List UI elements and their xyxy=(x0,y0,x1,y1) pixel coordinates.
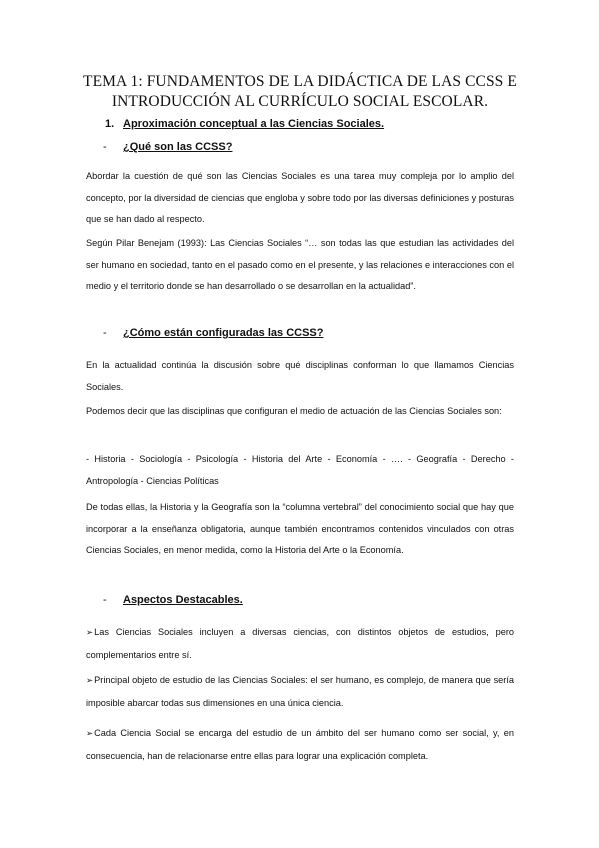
arrow-bullet-icon: ➢ xyxy=(86,729,94,739)
paragraph-discussion: En la actualidad continúa la discusión sobre qué disciplinas conforman lo que llamamos Ciencias Sociales. xyxy=(86,360,514,392)
bullet-item-1 xyxy=(86,622,514,666)
section-heading xyxy=(105,118,384,130)
bullet-text: Las Ciencias Sociales incluyen a diversas ciencias, con distintos objetos de estudios, pero complementarios entre sí. xyxy=(86,627,514,660)
subsection-heading-1 xyxy=(103,141,232,153)
document-title-line-1: TEMA 1: FUNDAMENTOS DE LA DIDÁCTICA DE LAS CCSS E xyxy=(83,73,517,90)
arrow-bullet-icon: ➢ xyxy=(86,676,94,686)
section-number: 1. xyxy=(105,118,115,130)
subsection-dash: - xyxy=(103,327,107,339)
subsection-label: ¿Qué son las CCSS? xyxy=(123,141,233,153)
subsection-dash: - xyxy=(103,141,107,153)
bullet-item-3 xyxy=(86,723,514,767)
bullet-text: Cada Ciencia Social se encarga del estudio de un ámbito del ser humano como ser social, y, en consecuencia, han de relacionarse entre ellas para lograr una explicación completa. xyxy=(86,728,514,761)
paragraph-history-geography: De todas ellas, la Historia y la Geografía son la “columna vertebral” del conocimiento social que hay que incorporar a la enseñanza obligatoria, aunque también encontramos contenidos vinculados con otras Ciencias Sociales, en menor medida, como la Historia del Arte o la Economía. xyxy=(86,502,514,555)
document-title-line-2: INTRODUCCIÓN AL CURRÍCULO SOCIAL ESCOLAR. xyxy=(111,93,489,110)
subsection-label: ¿Cómo están configuradas las CCSS? xyxy=(123,327,324,339)
paragraph-benejam-quote: Según Pilar Benejam (1993): Las Ciencias Sociales “… son todas las que estudian las actividades del ser humano en sociedad, tanto en el pasado como en el presente, y las relaciones e interacciones con el medio y el territorio donde se han desarrollado o se desarrollan en la actualidad”. xyxy=(86,238,514,291)
subsection-heading-2 xyxy=(103,327,323,339)
paragraph-definition-intro: Abordar la cuestión de qué son las Ciencias Sociales es una tarea muy compleja por lo amplio del concepto, por la diversidad de ciencias que engloba y sobre todo por las diversas definiciones y posturas que se han dado al respecto. xyxy=(86,171,514,224)
subsection-dash: - xyxy=(103,594,107,606)
subsection-heading-3 xyxy=(103,594,243,606)
paragraph-disciplines-list: - Historia - Sociología - Psicología - Historia del Arte - Economía - …. - Geografía - Derecho - Antropología - Ciencias Políticas xyxy=(86,454,514,486)
arrow-bullet-icon: ➢ xyxy=(86,628,94,638)
section-label: Aproximación conceptual a las Ciencias Sociales. xyxy=(123,118,385,130)
bullet-item-2 xyxy=(86,670,514,714)
paragraph-disciplines-intro: Podemos decir que las disciplinas que configuran el medio de actuación de las Ciencias Sociales son: xyxy=(86,406,502,416)
subsection-label: Aspectos Destacables. xyxy=(123,594,243,606)
bullet-text: Principal objeto de estudio de las Ciencias Sociales: el ser humano, es complejo, de manera que sería imposible abarcar todas sus dimensiones en una única ciencia. xyxy=(86,675,514,708)
